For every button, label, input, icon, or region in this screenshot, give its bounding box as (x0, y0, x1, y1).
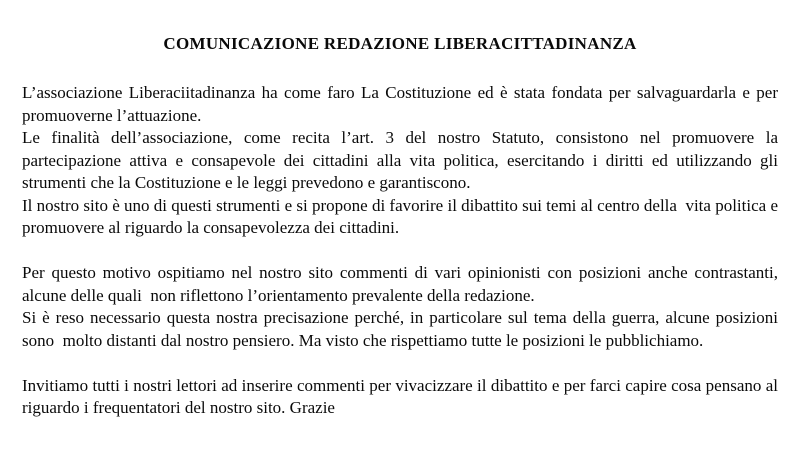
page-title: COMUNICAZIONE REDAZIONE LIBERACITTADINANZA (163, 34, 637, 53)
body-paragraph-intro: L’associazione Liberaciitadinanza ha come faro La Costituzione ed è stata fondata per salvaguardarla e per promuoverne l’attuazione. (22, 83, 783, 125)
body-paragraph-invito: Invitiamo tutti i nostri lettori ad inserire commenti per vivacizzare il dibattito e per farci capire cosa pensano al riguardo i frequentatori del nostro sito. Grazie (22, 375, 783, 417)
body-paragraph-finalita: Le finalità dell’associazione, come recita l’art. 3 del nostro Statuto, consistono nel promuovere la partecipazione attiva e consapevole dei cittadini alla vita politica, esercitando i diritti ed utilizzando gli strumenti che la Costituzione e le leggi prevedono e garantiscono. (22, 128, 783, 192)
body-paragraph-precisazione: Si è reso necessario questa nostra precisazione perché, in particolare sul tema della guerra, alcune posizioni sono molto distanti dal nostro pensiero. Ma visto che rispettiamo tutte le posizioni le pubblichiamo. (22, 308, 783, 350)
body-paragraph-opinionisti: Per questo motivo ospitiamo nel nostro sito commenti di vari opinionisti con posizioni anche contrastanti, alcune delle quali non riflettono l’orientamento prevalente della redazione. (22, 263, 783, 305)
body-paragraph-sito: Il nostro sito è uno di questi strumenti e si propone di favorire il dibattito sui temi al centro della vita politica e promuovere al riguardo la consapevolezza dei cittadini. (22, 195, 783, 237)
